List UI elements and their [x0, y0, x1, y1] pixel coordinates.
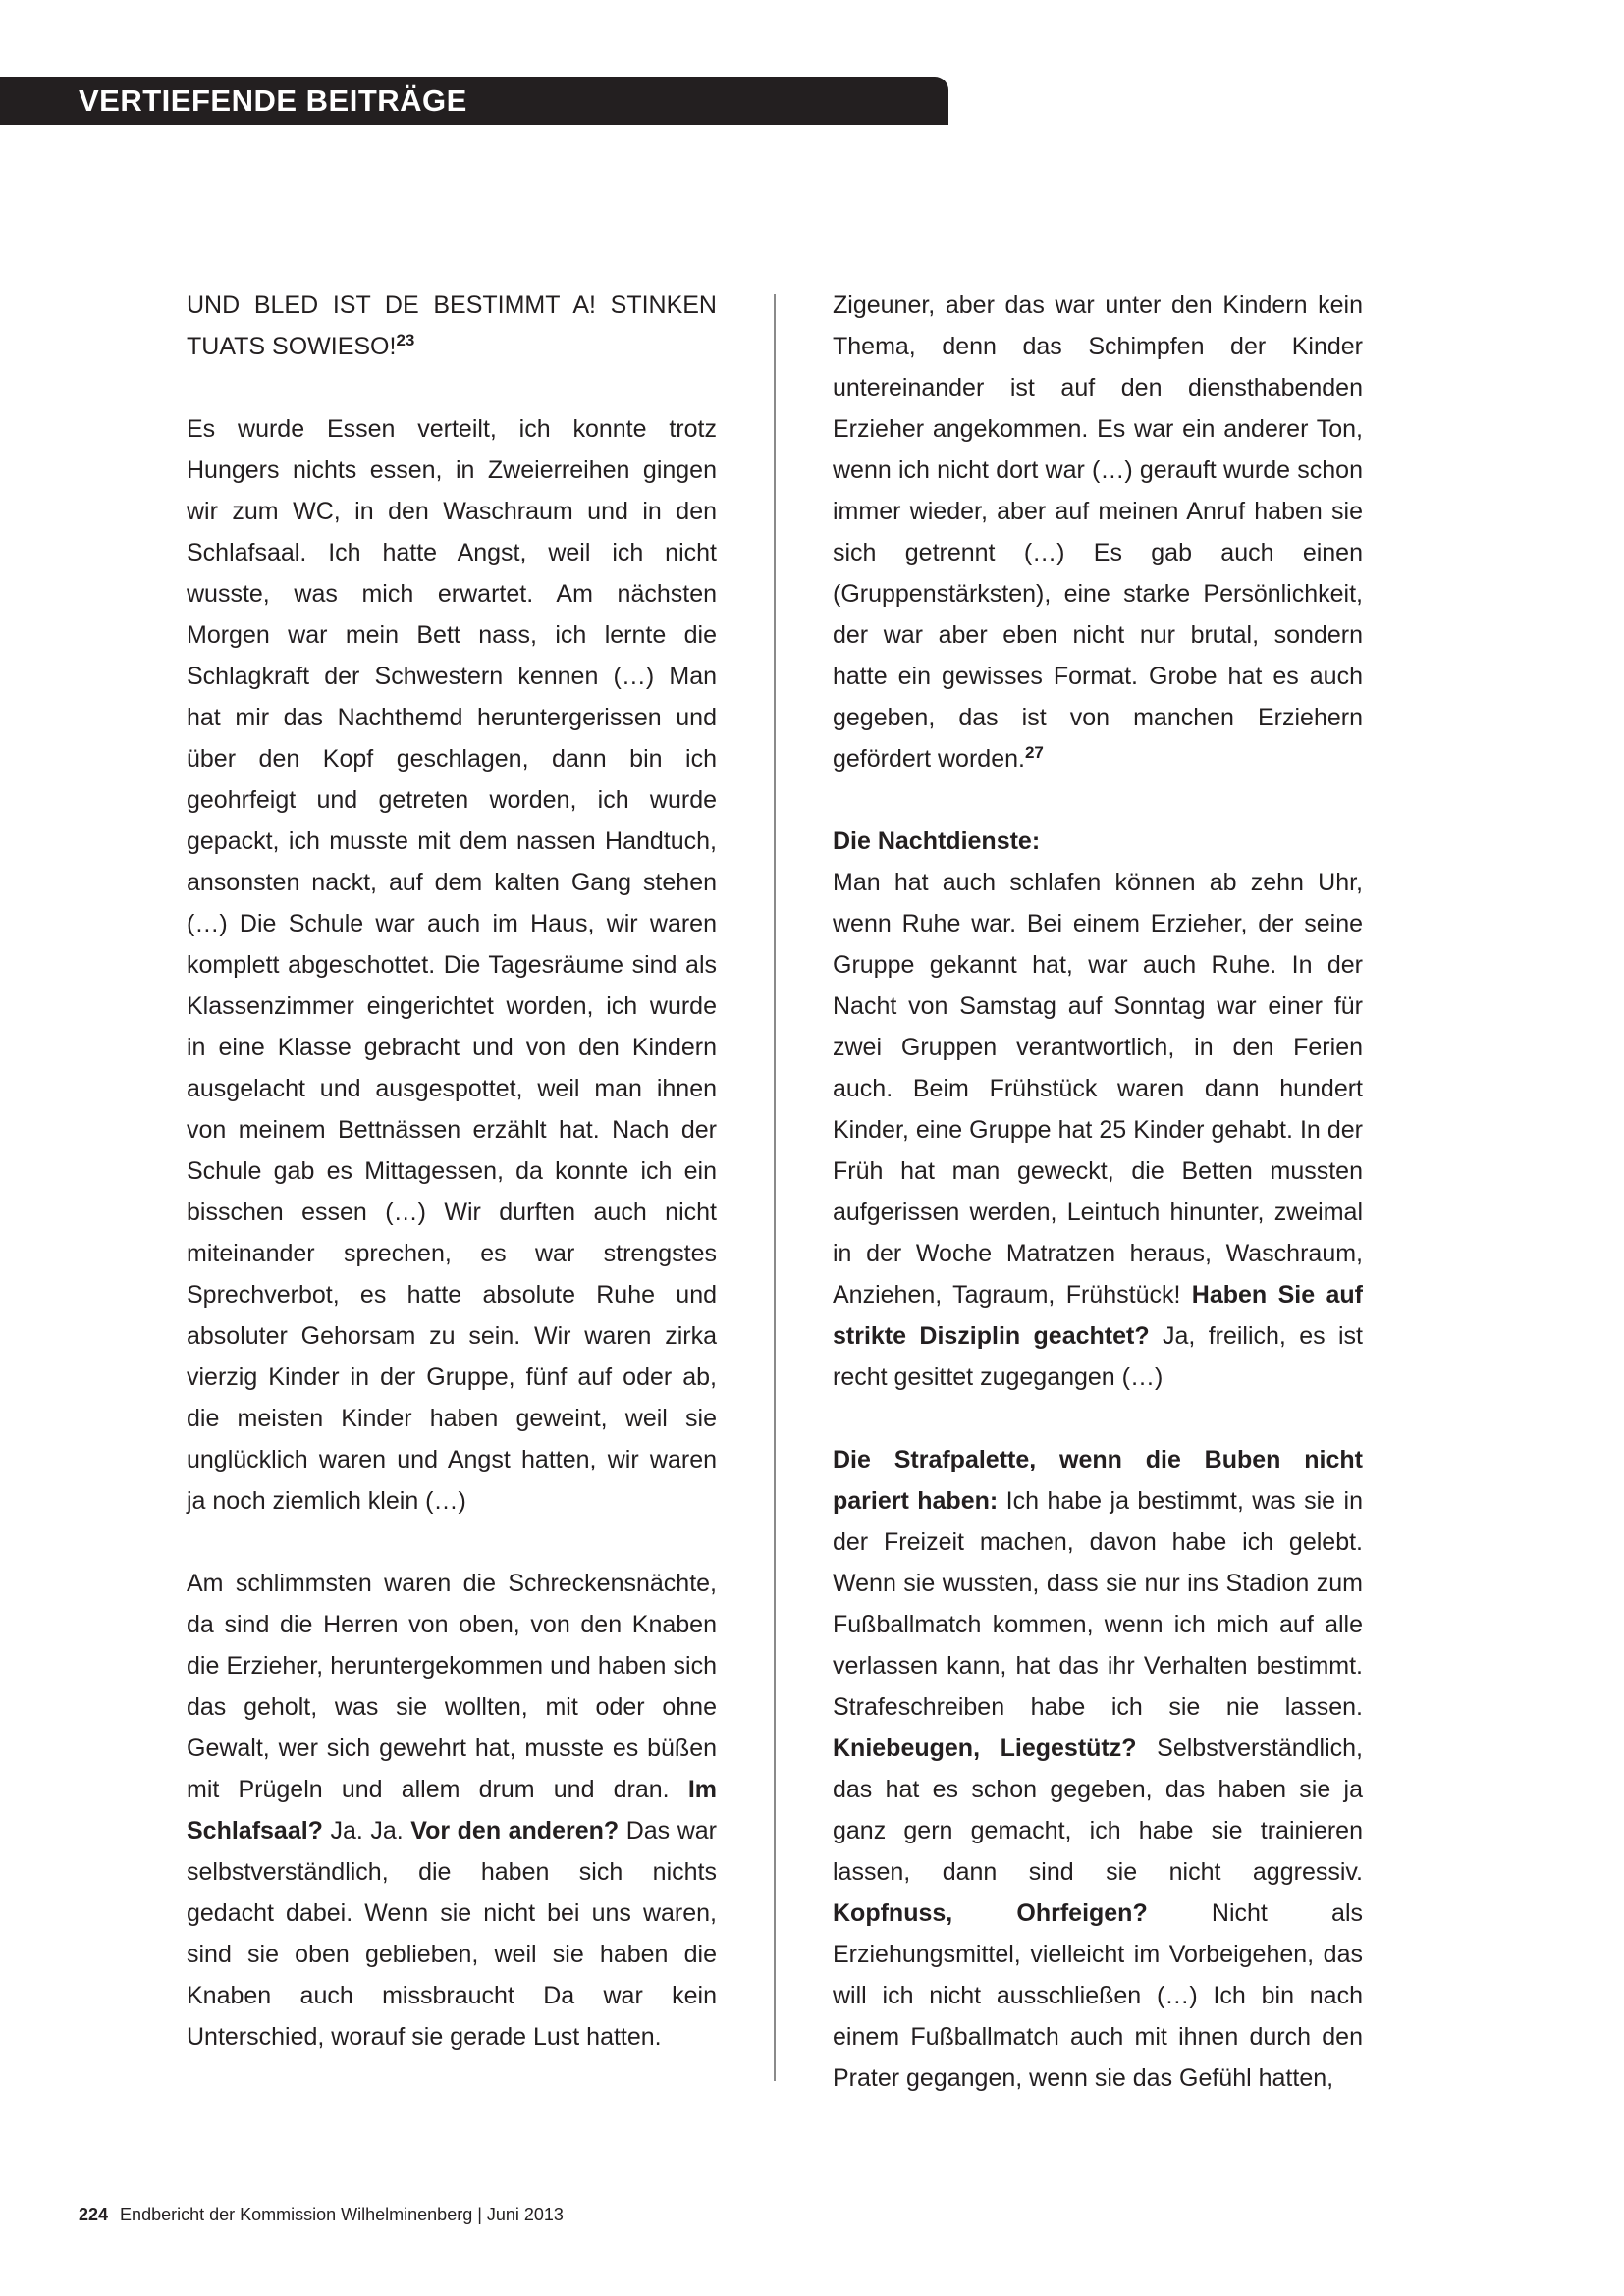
interview-question: Kniebeugen, Liegestütz?: [833, 1735, 1137, 1762]
paragraph: [833, 1439, 1363, 2099]
text-run: Am schlimmsten waren die Schreckensnächte, da sind die Herren von oben, von den Knaben die Erzieher, heruntergekommen und haben sich das geholt, was sie wollten, mit oder ohne Gewalt, wer sich gewehrt hat, musste es büßen mit Prügeln und allem drum und dran.: [187, 1570, 717, 1803]
interview-question: Haben Sie auf strikte Disziplin geachtet?: [833, 1281, 1363, 1350]
text-run: Ja, freilich, es ist recht gesittet zugegangen (…): [833, 1322, 1363, 1391]
page-footer: [79, 2203, 564, 2226]
right-column: [833, 285, 1363, 2140]
paragraph: [187, 408, 717, 1522]
interview-question: Vor den anderen?: [410, 1817, 620, 1844]
footnote-marker[interactable]: 23: [396, 331, 415, 349]
text-run: Man hat auch schlafen können ab zehn Uhr, wenn Ruhe war. Bei einem Erzieher, der seine Gruppe gekannt hat, war auch Ruhe. In der Nacht von Samstag auf Sonntag war einer für zwei Gruppen verantwortlich, in den Ferien auch. Beim Frühstück waren dann hundert Kinder, eine Gruppe hat 25 Kinder gehabt. In der Früh hat man geweckt, die Betten mussten aufgerissen werden, Leintuch hinunter, zweimal in der Woche Matratzen heraus, Waschraum, Anziehen, Tagraum, Frühstück!: [833, 869, 1363, 1308]
section-title: VERTIEFENDE BEITRÄGE: [79, 83, 467, 118]
left-column: [187, 285, 717, 2099]
paragraph-heading: Die Nachtdienste:: [833, 828, 1041, 855]
column-divider: [774, 294, 776, 2081]
interview-question: Im Schlafsaal?: [187, 1776, 717, 1844]
interview-question: Kopfnuss, Ohrfeigen?: [833, 1899, 1148, 1927]
footnote-marker[interactable]: 27: [1024, 743, 1044, 762]
paragraph: [833, 821, 1363, 1398]
section-header-bar: [0, 77, 948, 125]
text-run: Ja. Ja.: [322, 1817, 411, 1844]
paragraph: [187, 285, 717, 367]
text-run: Das war selbstverständlich, die haben sich nichts gedacht dabei. Wenn sie nicht bei uns waren, sind sie oben geblieben, weil sie haben die Knaben auch missbraucht Da war kein Unterschied, worauf sie gerade Lust hatten.: [187, 1817, 717, 2051]
text-run: Selbstverständlich, das hat es schon gegeben, das haben sie ja ganz gern gemacht, ich habe sie trainieren lassen, dann sind sie nicht aggressiv.: [833, 1735, 1363, 1886]
paragraph: [833, 285, 1363, 779]
text-run: Nicht als Erziehungsmittel, vielleicht im Vorbeigehen, das will ich nicht ausschließen (…) Ich bin nach einem Fußballmatch auch mit ihnen durch den Prater gegangen, wenn sie das Gefühl hatten,: [833, 1899, 1364, 2092]
paragraph: [187, 1563, 717, 2057]
page-number: 224: [79, 2205, 109, 2224]
text-run: Zigeuner, aber das war unter den Kindern kein Thema, denn das Schimpfen der Kinder untereinander ist auf den diensthabenden Erzieher angekommen. Es war ein anderer Ton, wenn ich nicht dort war (…) gerauft wurde schon immer wieder, aber auf meinen Anruf haben sie sich getrennt (…) Es gab auch einen (Gruppenstärksten), eine starke Persönlichkeit, der war aber eben nicht nur brutal, sondern hatte ein gewisses Format. Grobe hat es auch gegeben, das ist von manchen Erziehern gefördert worden.: [833, 292, 1363, 773]
text-run: UND BLED IST DE BESTIMMT A! STINKEN TUATS SOWIESO!: [187, 292, 717, 360]
publication-title: Endbericht der Kommission Wilhelminenberg | Juni 2013: [120, 2205, 564, 2224]
interview-question: Die Strafpalette, wenn die Buben nicht pariert haben:: [833, 1446, 1363, 1515]
text-run: Es wurde Essen verteilt, ich konnte trotz Hungers nichts essen, in Zweierreihen gingen wir zum WC, in den Waschraum und in den Schlafsaal. Ich hatte Angst, weil ich nicht wusste, was mich erwartet. Am nächsten Morgen war mein Bett nass, ich lernte die Schlagkraft der Schwestern kennen (…) Man hat mir das Nachthemd heruntergerissen und über den Kopf geschlagen, dann bin ich geohrfeigt und getreten worden, ich wurde gepackt, ich musste mit dem nassen Handtuch, ansonsten nackt, auf dem kalten Gang stehen (…) Die Schule war auch im Haus, wir waren komplett abgeschottet. Die Tagesräume sind als Klassenzimmer eingerichtet worden, ich wurde in eine Klasse gebracht und von den Kindern ausgelacht und ausgespottet, weil man ihnen von meinem Bettnässen erzählt hat. Nach der Schule gab es Mittagessen, da konnte ich ein bisschen essen (…) Wir durften auch nicht miteinander sprechen, es war strengstes Sprechverbot, es hatte absolute Ruhe und absoluter Gehorsam zu sein. Wir waren zirka vierzig Kinder in der Gruppe, fünf auf oder ab, die meisten Kinder haben geweint, weil sie unglücklich waren und Angst hatten, wir waren ja noch ziemlich klein (…): [187, 415, 717, 1515]
text-run: Ich habe ja bestimmt, was sie in der Freizeit machen, davon habe ich gelebt. Wenn sie wussten, dass sie nur ins Stadion zum Fußballmatch kommen, wenn ich mich auf alle verlassen kann, hat das ihr Verhalten bestimmt. Strafeschreiben habe ich sie nie lassen.: [833, 1487, 1363, 1721]
